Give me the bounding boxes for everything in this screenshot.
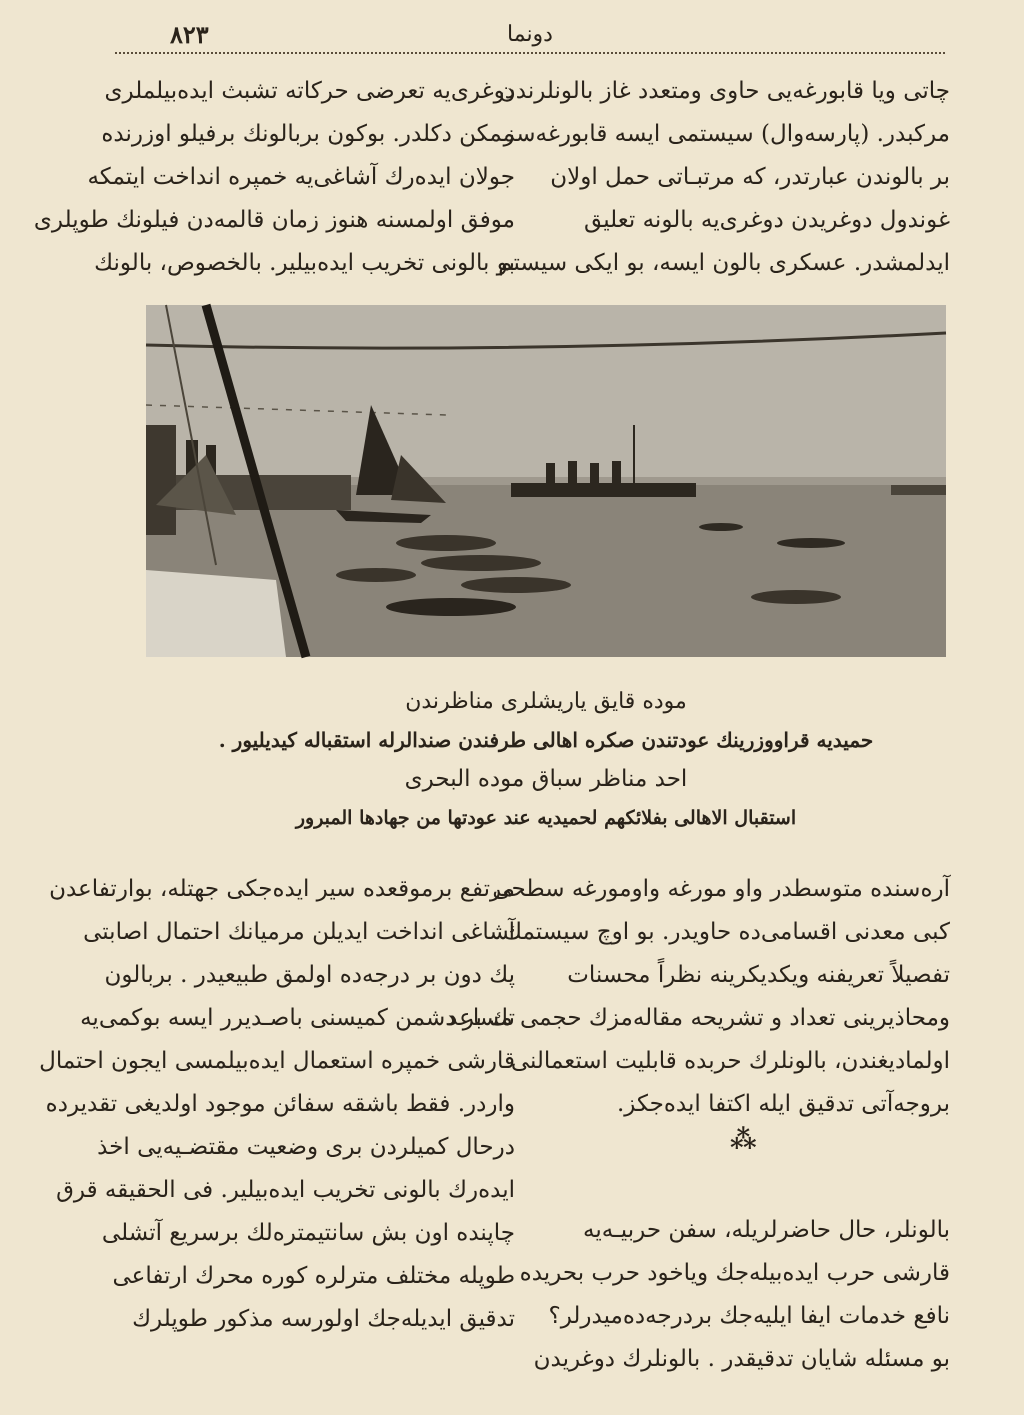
text-line: ممکن دکلدر. بوکون بربالونك برفیلو اوزرنده xyxy=(101,121,515,147)
section-separator: ⁂ xyxy=(730,1125,759,1155)
photo-caption xyxy=(146,682,946,838)
bottom-left-column xyxy=(39,868,515,1341)
text-line: ایده‌رك بالونی تخریب ایده‌بیلیر. فی الحقیقه قرق xyxy=(56,1177,515,1203)
text-line: مرکبدر. (پارسه‌وال) سیستمی ایسه قابورغه‌سز xyxy=(503,121,950,147)
text-line: موفق اولمسنه هنوز زمان قالمه‌دن فیلونك طوپلری xyxy=(33,207,515,233)
text-line: واردر. فقط باشقه سفائن موجود اولدیغی تقدیرده xyxy=(45,1091,515,1117)
text-line: پك دون بر درجه‌ده اولمق طبیعیدر . بربالون xyxy=(104,962,515,988)
text-line: بر بالوندن عبارتدر، که مرتبـاتی حمل اولان xyxy=(550,164,950,190)
text-line: چاتی ویا قابورغه‌یی حاوی ومتعدد غاز بالونلرندن xyxy=(498,78,950,104)
text-line: درحال کمیلردن بری وضعیت مقتضـیه‌یی اخذ xyxy=(97,1134,515,1160)
text-line: تفصیلاً تعریفنه ویکدیکرینه نظراً محسنات xyxy=(567,962,950,988)
caption-arabic-title: احد مناظر سباق موده البحری xyxy=(404,766,688,792)
text-line: غوندول دوغریدن دوغری‌یه بالونه تعلیق xyxy=(584,207,950,233)
text-line: آشاغی انداخت ایدیلن مرمیانك احتمال اصابتی xyxy=(83,919,515,945)
text-line: تدقیق ایدیله‌جك اولورسه مذکور طوپلرك xyxy=(132,1306,515,1332)
caption-description: حمیدیه قراووزرینك عودتندن صکره اهالی طرفندن صندالرله استقباله کیدیلیور . xyxy=(218,728,874,752)
text-line: نافع خدمات ایفا ایلیه‌جك بردرجه‌ده‌میدرلر؟ xyxy=(548,1303,950,1329)
harbor-photo xyxy=(146,305,946,657)
harbor-photo-drawing xyxy=(146,305,946,657)
text-line: بروجه‌آتی تدقیق ایله اکتفا ایده‌جکز. xyxy=(616,1091,950,1117)
text-line: مرتفع برموقعده سیر ایده‌جکی جهتله، بوارتفاعدن xyxy=(49,876,515,902)
text-line: ومحاذیرینی تعداد و تشریحه مقاله‌مزك حجمی مساعد xyxy=(447,1005,950,1031)
caption-arabic-description: استقبال الاهالی بفلائکهم لحمیدیه عند عودتها من جهادها المبرور xyxy=(295,807,797,829)
running-title: دونما xyxy=(507,22,553,47)
text-line: آره‌سنده متوسطدر واو مورغه واومورغه سطحی xyxy=(492,876,950,902)
text-line: بو بالونی تخریب ایده‌بیلیر. بالخصوص، بالونك xyxy=(94,250,515,276)
top-left-column xyxy=(33,70,515,285)
text-line: بالونلر، حال حاضرلریله، سفن حربیـه‌یه xyxy=(583,1217,950,1243)
text-line: قارشی حرب ایده‌بیله‌جك ویاخود حرب بحریده xyxy=(519,1260,950,1286)
header-rule xyxy=(115,52,945,54)
text-line: ایدلمشدر. عسکری بالون ایسه، بو ایکی سیستم xyxy=(498,250,950,276)
page-number: ٨٢٣ xyxy=(170,20,209,49)
text-line: چاپنده اون بش سانتیمترەلك برسریع آتشلی xyxy=(101,1220,515,1246)
text-line: قارشی خمپره استعمال ایده‌بیلمسی ایجون احتمال xyxy=(39,1048,515,1074)
text-line: بو مسئله شایان تدقیقدر . بالونلرك دوغریدن xyxy=(533,1346,950,1372)
text-line: طوپله مختلف مترلره کوره محرك ارتفاعی xyxy=(112,1263,515,1289)
text-line: اولمادیغندن، بالونلرك حربده قابلیت استعمالنی xyxy=(510,1048,950,1074)
top-right-column xyxy=(498,70,950,285)
text-line: جولان ایده‌رك آشاغی‌یه خمپره انداخت ایتمکه xyxy=(87,164,515,190)
page-header xyxy=(110,14,950,50)
caption-title: موده قایق یاریشلری مناظرندن xyxy=(405,689,687,714)
text-line: دوغری‌یه تعرضی حرکاته تشبث ایده‌بیلملری xyxy=(104,78,515,104)
text-line: کبی معدنی اقسامی‌ده حاویدر. بو اوچ سیستمك xyxy=(503,919,950,945)
text-line: تك بر دشمن کمیسنی باصـدیرر ایسه بوکمی‌یه xyxy=(80,1005,515,1031)
